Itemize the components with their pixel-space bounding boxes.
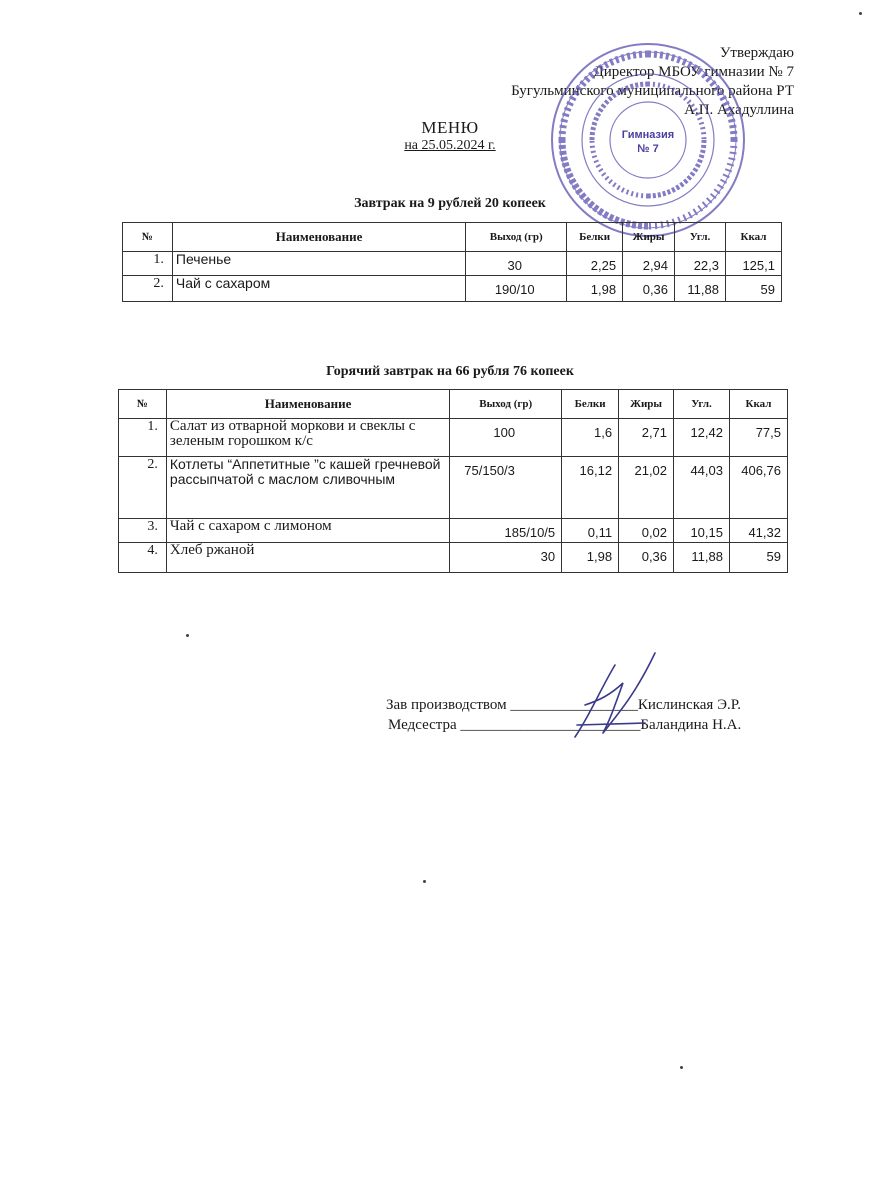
dish-carbs: 11,88 (674, 543, 730, 573)
col-output: Выход (гр) (450, 390, 562, 419)
col-fat: Жиры (623, 223, 675, 252)
hot-breakfast-heading: Горячий завтрак на 66 рубля 76 копеек (326, 364, 574, 379)
dish-kcal: 59 (729, 543, 787, 573)
dish-output: 30 (450, 543, 562, 573)
dish-output: 100 (450, 419, 562, 457)
svg-text:№ 7: № 7 (637, 143, 659, 155)
breakfast-table (122, 222, 782, 302)
dish-output: 185/10/5 (450, 519, 562, 543)
dish-name: Чай с сахаром (172, 276, 465, 302)
hot-breakfast-table (118, 389, 788, 573)
menu-date: на 25.05.2024 г. (404, 138, 496, 153)
table-header-row (123, 223, 782, 252)
dish-fat: 21,02 (619, 457, 674, 519)
approval-line-4: А.П. Ахадуллина (684, 102, 794, 118)
dish-fat: 0,36 (619, 543, 674, 573)
production-manager-signature-line: Зав производством _________________Кислинская Э.Р. (386, 697, 741, 713)
table-row (123, 276, 782, 302)
nurse-signature-line: Медсестра ________________________Баландина Н.А. (388, 717, 742, 733)
svg-text:Гимназия: Гимназия (621, 129, 675, 141)
col-name: Наименование (166, 390, 449, 419)
dish-protein: 2,25 (567, 252, 623, 276)
dish-protein: 16,12 (562, 457, 619, 519)
col-protein: Белки (567, 223, 623, 252)
row-number: 2. (123, 276, 173, 302)
handwritten-signature-icon (555, 645, 665, 755)
dish-kcal: 41,32 (729, 519, 787, 543)
dish-protein: 1,6 (562, 419, 619, 457)
dish-output: 75/150/3 (450, 457, 562, 519)
dish-kcal: 125,1 (726, 252, 782, 276)
table-row (119, 519, 788, 543)
approval-line-2: Директор МБОУ гимназии № 7 (593, 64, 794, 80)
dish-carbs: 10,15 (674, 519, 730, 543)
dish-protein: 0,11 (562, 519, 619, 543)
table-row (119, 543, 788, 573)
col-protein: Белки (562, 390, 619, 419)
col-number: № (119, 390, 167, 419)
col-kcal: Ккал (726, 223, 782, 252)
dish-kcal: 59 (726, 276, 782, 302)
row-number: 1. (123, 252, 173, 276)
dish-carbs: 22,3 (675, 252, 726, 276)
row-number: 1. (119, 419, 167, 457)
col-fat: Жиры (619, 390, 674, 419)
col-number: № (123, 223, 173, 252)
dish-name: Печенье (172, 252, 465, 276)
dish-fat: 2,94 (623, 252, 675, 276)
approval-line-3: Бугульминского муниципального района РТ (511, 83, 794, 99)
dish-protein: 1,98 (567, 276, 623, 302)
dish-carbs: 44,03 (674, 457, 730, 519)
table-header-row (119, 390, 788, 419)
dish-name: Чай с сахаром с лимоном (166, 519, 449, 543)
dish-fat: 0,02 (619, 519, 674, 543)
col-kcal: Ккал (729, 390, 787, 419)
table-row (123, 252, 782, 276)
dish-protein: 1,98 (562, 543, 619, 573)
row-number: 3. (119, 519, 167, 543)
scan-speck (680, 1066, 683, 1069)
row-number: 4. (119, 543, 167, 573)
dish-output: 30 (466, 252, 567, 276)
dish-name: Хлеб ржаной (166, 543, 449, 573)
col-carbs: Угл. (674, 390, 730, 419)
breakfast-heading: Завтрак на 9 рублей 20 копеек (354, 196, 546, 211)
row-number: 2. (119, 457, 167, 519)
scan-speck (186, 634, 189, 637)
dish-fat: 2,71 (619, 419, 674, 457)
dish-fat: 0,36 (623, 276, 675, 302)
dish-kcal: 406,76 (729, 457, 787, 519)
page-title: МЕНЮ (421, 118, 479, 137)
dish-carbs: 12,42 (674, 419, 730, 457)
dish-carbs: 11,88 (675, 276, 726, 302)
dish-kcal: 77,5 (729, 419, 787, 457)
col-output: Выход (гр) (466, 223, 567, 252)
table-row (119, 457, 788, 519)
dish-output: 190/10 (466, 276, 567, 302)
dish-name: Котлеты “Аппетитные ”с кашей гречневой рассыпчатой с маслом сливочным (166, 457, 449, 519)
scan-speck (859, 12, 862, 15)
approval-line-1: Утверждаю (719, 45, 794, 61)
table-row (119, 419, 788, 457)
col-carbs: Угл. (675, 223, 726, 252)
title-block (0, 118, 872, 154)
scan-speck (423, 880, 426, 883)
col-name: Наименование (172, 223, 465, 252)
dish-name: Салат из отварной моркови и свеклы с зеленым горошком к/с (166, 419, 449, 457)
